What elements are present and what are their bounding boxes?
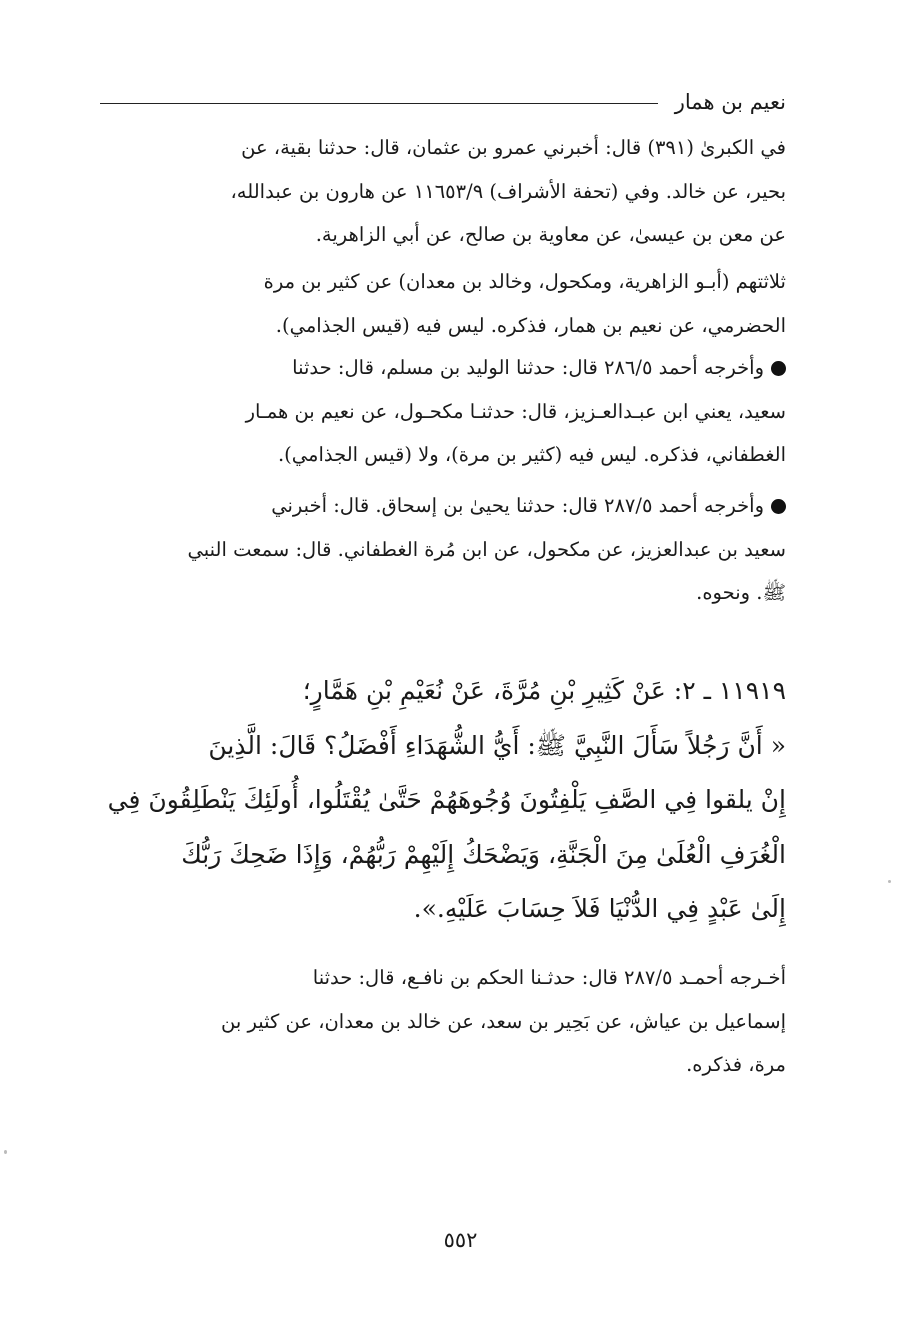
text-line: سعيد بن عبدالعزيز، عن مكحول، عن ابن مُرة الغطفاني. قال: سمعت النبي <box>187 537 786 561</box>
text-line: إِنْ يلقوا فِي الصَّفِ يَلْفِتُونَ وُجُوهَهُمْ حَتَّىٰ يُقْتَلُوا، أُولَئِكَ يَنْطَلِقُونَ فِي <box>107 785 786 814</box>
bullet-icon <box>771 499 786 514</box>
ahmad-287-paragraph <box>100 484 786 615</box>
text-line: الْغُرَفِ الْعُلَىٰ مِنَ الْجَنَّةِ، وَيَضْحَكُ إِلَيْهِمْ رَبُّهُمْ، وَإِذَا ضَحِكَ رَبُّكَ <box>181 839 786 869</box>
running-title: نعيم بن همار <box>674 90 786 114</box>
text-line: إِلَىٰ عَبْدٍ فِي الدُّنْيَا فَلاَ حِسَابَ عَلَيْهِ.». <box>413 894 786 923</box>
header-rule <box>100 103 658 104</box>
page-number: ٥٥٢ <box>443 1228 478 1252</box>
trio-paragraph <box>100 260 786 347</box>
text-line: أخـرجه أحمـد ٢٨٧/٥ قال: حدثـنا الحكم بن نافـع، قال: حدثنا <box>312 966 786 989</box>
text-line: ﷺ. ونحوه. <box>696 581 786 604</box>
text-line: سعيد، يعني ابن عبـدالعـزيز، قال: حدثنـا مكحـول، عن نعيم بن همـار <box>245 399 786 423</box>
text-line: ثلاثتهم (أبـو الزاهرية، ومكحول، وخالد بن معدان) عن كثير بن مرة <box>263 270 786 293</box>
hadith-heading: ١١٩١٩ ـ ٢: عَنْ كَثِيرِ بْنِ مُرَّةَ، عَنْ نُعَيْمِ بْنِ هَمَّارٍ؛ <box>302 676 786 705</box>
text-line: مرة، فذكره. <box>686 1053 786 1076</box>
text-line: عن معن بن عيسىٰ، عن معاوية بن صالح، عن أبي الزاهرية. <box>315 223 786 246</box>
text-line <box>100 484 786 528</box>
ahmad-286-paragraph <box>100 346 786 477</box>
text-line: في الكبرىٰ (٣٩١) قال: أخبرني عمرو بن عثمان، قال: حدثنا بقية، عن <box>241 136 786 159</box>
scan-speck <box>888 880 891 883</box>
takhrij-paragraph <box>100 956 786 1087</box>
text-line: إسماعيل بن عياش، عن بَحِير بن سعد، عن خالد بن معدان، عن كثير بن <box>221 1009 786 1033</box>
intro-paragraph <box>100 126 786 257</box>
text-line: بحير، عن خالد. وفي (تحفة الأشراف) ١١٦٥٣/٩ عن هارون بن عبدالله، <box>230 179 786 203</box>
text-line <box>100 346 786 390</box>
page-header <box>100 86 786 126</box>
text-line: الحضرمي، عن نعيم بن همار، فذكره. ليس فيه (قيس الجذامي). <box>275 313 786 337</box>
scan-speck <box>4 1150 7 1154</box>
text-span: وأخرجه أحمد ٢٨٦/٥ قال: حدثنا الوليد بن مسلم، قال: حدثنا <box>292 356 764 379</box>
hadith-text <box>100 664 786 937</box>
text-span: وأخرجه أحمد ٢٨٧/٥ قال: حدثنا يحيىٰ بن إسحاق. قال: أخبرني <box>271 494 764 517</box>
text-line: « أَنَّ رَجُلاً سَأَلَ النَّبِيَّ ﷺ: أَيُّ الشُّهَدَاءِ أَفْضَلُ؟ قَالَ: الَّذِينَ <box>208 730 786 760</box>
bullet-icon <box>771 361 786 376</box>
text-line: الغطفاني، فذكره. ليس فيه (كثير بن مرة)، ولا (قيس الجذامي). <box>277 443 786 466</box>
